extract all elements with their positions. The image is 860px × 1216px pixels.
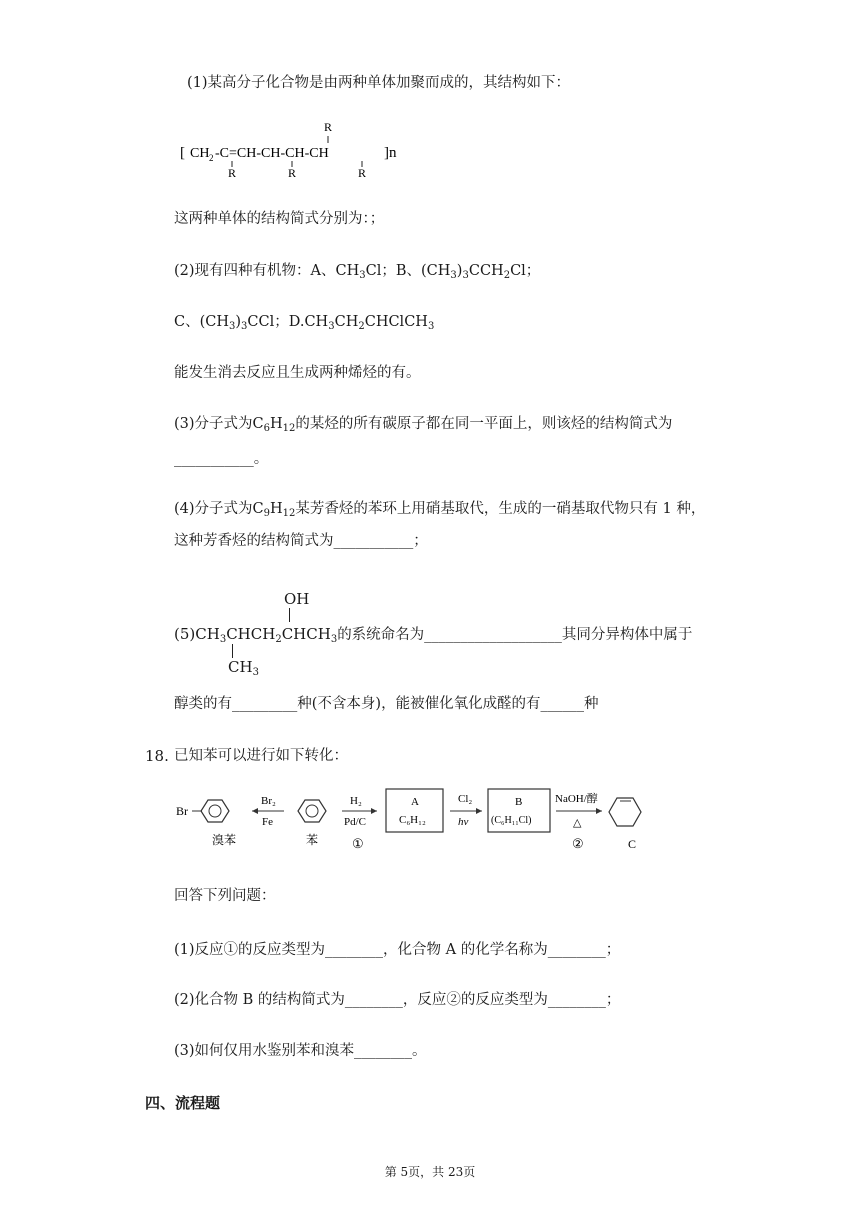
q17-part1-answer: 这两种单体的结构简式分别为：；: [174, 211, 385, 227]
q17-part5-oh-bond: [289, 608, 290, 622]
q17-part3: (3)分子式为$C_6H_{12}$的某烃的所有碳原子都在同一平面上，则该烃的结构简式为: [174, 416, 673, 434]
polymer-r2: R: [288, 166, 297, 180]
polymer-bracket-open: [: [180, 145, 185, 161]
q18-question-2: (2)化合物 B 的结构简式为________，反应②的反应类型为________；: [174, 992, 621, 1008]
reagent-pdc: Pd/C: [344, 816, 367, 828]
reagent-br2: Br₂: [261, 795, 276, 807]
scheme-br: Br: [176, 804, 188, 818]
reagent-naoh: NaOH/醇: [555, 793, 598, 805]
polymer-r4: R: [358, 166, 367, 180]
polymer-bracket-close: ]n: [384, 145, 397, 161]
step-2: ②: [572, 836, 584, 851]
page-footer: 第 5页，共 23页: [384, 1165, 476, 1179]
q17-part5-line2: 醇类的有_________种(不含本身)，能被催化氧化成醛的有______种: [174, 696, 599, 712]
q17-part5-ch3: $CH_3$: [228, 658, 259, 678]
arrow-left-head: [252, 808, 258, 814]
q17-part3-blank: ___________。: [174, 451, 269, 467]
polymer-r3: R: [324, 120, 333, 134]
reagent-fe: Fe: [262, 816, 273, 828]
benzene-ring: [298, 800, 326, 822]
q18-number: 18.: [145, 747, 169, 765]
q17-part4-line2: 这种芳香烃的结构简式为___________；: [174, 533, 428, 549]
svg-text:-C=CH-CH-CH-CH: -C=CH-CH-CH-CH: [215, 146, 329, 161]
svg-text:CH: CH: [190, 146, 210, 161]
reaction-scheme: [174, 782, 644, 854]
box-a-formula: C₆H₁₂: [399, 814, 426, 826]
polymer-r1: R: [228, 166, 237, 180]
q17-part5-line: $(5)CH_3CHCH_2CHCH_3$的系统命名为___________________其同分异构体中属于: [174, 625, 693, 645]
q18-question-1: (1)反应①的反应类型为________，化合物 A 的化学名称为________；: [174, 942, 621, 958]
reagent-h2: H₂: [350, 795, 362, 807]
bromobenzene-label: 溴苯: [212, 833, 237, 847]
polymer-structure: [176, 114, 416, 182]
step-1: ①: [352, 836, 364, 851]
bromobenzene-ring: [201, 800, 229, 822]
q18-question-3: (3)如何仅用水鉴别苯和溴苯________。: [174, 1043, 427, 1059]
q18-intro: 已知苯可以进行如下转化：: [174, 748, 348, 764]
reagent-hv: hν: [458, 816, 469, 828]
q17-part5-oh: OH: [284, 590, 310, 608]
q17-part2-line2: C、$(CH_3)_3CCl$；$D.CH_3CH_2CHClCH_3$: [174, 314, 435, 332]
box-b-formula: (C₆H₁₁Cl): [491, 815, 532, 826]
q17-part5-ch3-bond: [232, 644, 233, 658]
q17-part4-line1: (4)分子式为$C_9H_{12}$某芳香烃的苯环上用硝基取代，生成的一硝基取代物只有 1 种，: [174, 501, 706, 519]
q17-part1-intro: (1)某高分子化合物是由两种单体加聚而成的，其结构如下：: [187, 75, 571, 91]
q17-part2-line1: (2)现有四种有机物：A、$CH_3Cl$；B、$(CH_3)_3CCH_2Cl$；: [174, 263, 541, 281]
cyclohexene-ring: [609, 798, 641, 826]
box-a-top: A: [411, 796, 419, 808]
product-c-label: C: [628, 837, 637, 851]
box-b-top: B: [515, 796, 523, 808]
polymer-sub-2: 2: [209, 153, 214, 163]
reagent-cl2: Cl₂: [458, 793, 473, 805]
section-4-heading: 四、流程题: [145, 1094, 221, 1112]
q17-part2-question: 能发生消去反应且生成两种烯烃的有。: [174, 365, 421, 381]
benzene-label: 苯: [306, 833, 319, 847]
reagent-heat: △: [573, 817, 582, 829]
q18-answer-prompt: 回答下列问题：: [174, 888, 276, 904]
